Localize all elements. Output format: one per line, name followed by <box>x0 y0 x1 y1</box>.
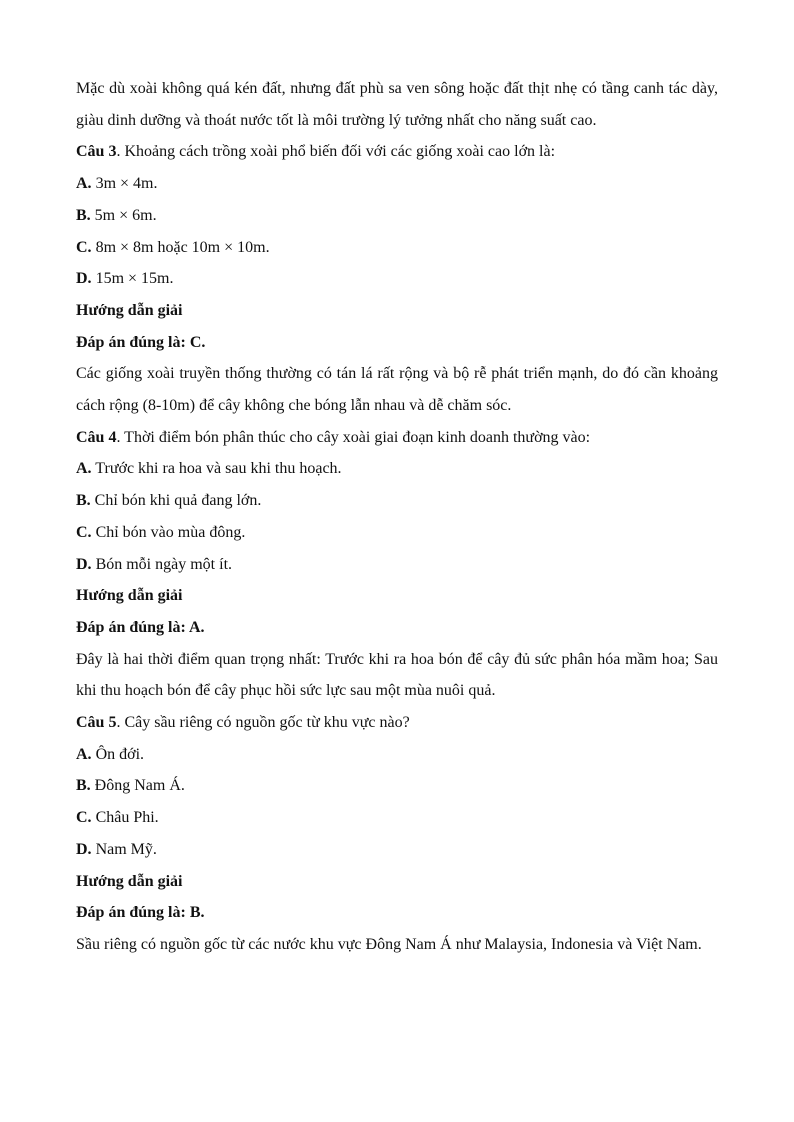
option-b <box>76 770 718 802</box>
explanation: Sầu riêng có nguồn gốc từ các nước khu vực Đông Nam Á như Malaysia, Indonesia và Việt Nam. <box>76 935 702 953</box>
option-a <box>76 453 718 485</box>
question-text: . Cây sầu riêng có nguồn gốc từ khu vực nào? <box>116 714 410 732</box>
question-stem <box>76 136 718 168</box>
option-b <box>76 485 718 517</box>
option-text: Đông Nam Á. <box>90 777 185 795</box>
option-text: Bón mỗi ngày một ít. <box>91 555 233 573</box>
option-d <box>76 263 718 295</box>
option-c <box>76 517 718 549</box>
explanation: Các giống xoài truyền thống thường có tán lá rất rộng và bộ rễ phát triển mạnh, do đó cần khoảng cách rộng (8-10m) để cây không che bóng lẫn nhau và dễ chăm sóc. <box>76 365 718 415</box>
option-c <box>76 802 718 834</box>
answer-line: Đáp án đúng là: B. <box>76 904 205 922</box>
option-key: C. <box>76 809 92 827</box>
question-stem <box>76 422 718 454</box>
option-d <box>76 834 718 866</box>
option-key: A. <box>76 460 92 478</box>
option-text: Chỉ bón vào mùa đông. <box>91 523 246 541</box>
option-text: 5m × 6m. <box>90 206 157 224</box>
question-label: Câu 4 <box>76 428 117 446</box>
guide-heading: Hướng dẫn giải <box>76 301 183 319</box>
explanation: Đây là hai thời điểm quan trọng nhất: Trước khi ra hoa bón để cây đủ sức phân hóa mầm hoa; Sau khi thu hoạch bón để cây phục hồi sức lực sau một mùa nuôi quả. <box>76 650 718 700</box>
question-stem <box>76 707 718 739</box>
option-key: B. <box>76 777 91 795</box>
option-text: 8m × 8m hoặc 10m × 10m. <box>91 238 270 256</box>
option-a <box>76 168 718 200</box>
question-label: Câu 3 <box>76 143 117 161</box>
option-text: Ôn đới. <box>91 745 145 763</box>
answer-line: Đáp án đúng là: A. <box>76 618 205 636</box>
option-text: 15m × 15m. <box>91 270 174 288</box>
option-b <box>76 200 718 232</box>
question-block <box>76 707 718 961</box>
option-key: C. <box>76 523 92 541</box>
guide-heading: Hướng dẫn giải <box>76 872 183 890</box>
option-a <box>76 739 718 771</box>
option-key: D. <box>76 270 92 288</box>
option-text: Trước khi ra hoa và sau khi thu hoạch. <box>91 460 342 478</box>
option-key: C. <box>76 238 92 256</box>
question-label: Câu 5 <box>76 714 117 732</box>
option-text: Chỉ bón khi quả đang lớn. <box>90 492 262 510</box>
option-key: B. <box>76 492 91 510</box>
option-d <box>76 549 718 581</box>
question-text: . Khoảng cách trồng xoài phổ biến đối với các giống xoài cao lớn là: <box>116 143 556 161</box>
guide-heading: Hướng dẫn giải <box>76 587 183 605</box>
option-text: Nam Mỹ. <box>91 840 157 858</box>
question-block <box>76 422 718 707</box>
option-key: B. <box>76 206 91 224</box>
option-key: A. <box>76 745 92 763</box>
option-key: D. <box>76 840 92 858</box>
intro-paragraph: Mặc dù xoài không quá kén đất, nhưng đất phù sa ven sông hoặc đất thịt nhẹ có tầng canh tác dày, giàu dinh dưỡng và thoát nước tốt là môi trường lý tưởng nhất cho năng suất cao. <box>76 80 718 129</box>
option-key: A. <box>76 175 92 193</box>
option-key: D. <box>76 555 92 573</box>
option-text: Châu Phi. <box>91 809 159 827</box>
option-c <box>76 232 718 264</box>
question-block <box>76 136 718 421</box>
option-text: 3m × 4m. <box>91 175 158 193</box>
answer-line: Đáp án đúng là: C. <box>76 333 206 351</box>
question-text: . Thời điểm bón phân thúc cho cây xoài giai đoạn kinh doanh thường vào: <box>116 428 591 446</box>
document-content <box>76 73 718 961</box>
